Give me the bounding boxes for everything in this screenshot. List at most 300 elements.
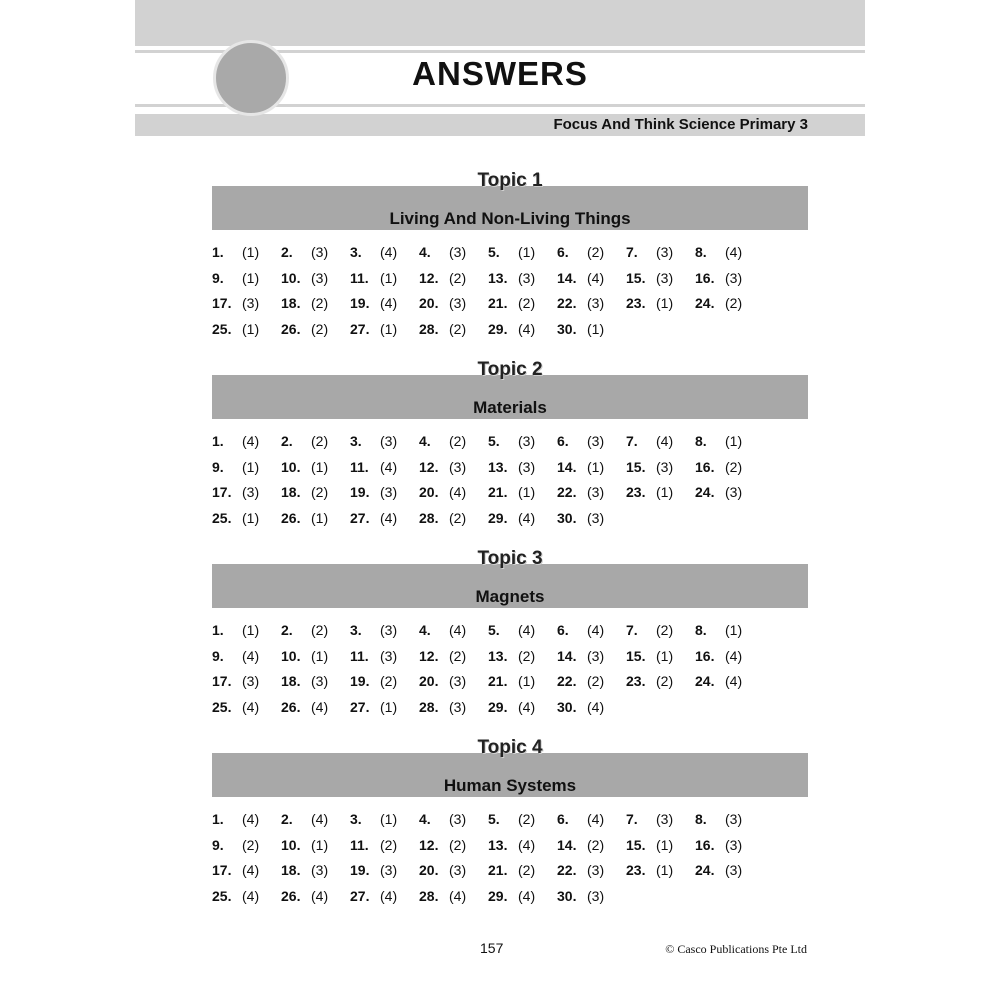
answer-item [557,862,604,878]
answer-item [557,295,604,311]
answer-choice: (4) [656,433,674,449]
answer-item [626,270,673,286]
answer-item [350,811,397,827]
question-number: 19. [350,295,370,311]
answer-choice: (3) [656,458,674,475]
question-number: 15. [626,836,646,853]
question-number: 13. [488,458,508,475]
answer-choice: (1) [587,320,605,337]
answer-item [488,837,535,853]
answer-item [695,811,742,827]
question-number: 12. [419,269,439,286]
answer-choice: (3) [518,269,536,286]
question-number: 24. [695,862,715,878]
answer-item [626,459,673,475]
question-number: 28. [419,887,439,904]
answer-item [557,459,604,475]
answer-item [695,484,742,500]
answer-choice: (3) [656,811,674,827]
question-number: 2. [281,811,293,827]
question-number: 29. [488,887,508,904]
question-number: 26. [281,698,301,715]
answer-row [212,811,808,837]
question-number: 20. [419,862,439,878]
question-number: 9. [212,269,224,286]
answer-choice: (3) [449,698,467,715]
answer-item [488,433,535,449]
topic-band [212,375,808,419]
question-number: 28. [419,509,439,526]
question-number: 5. [488,433,500,449]
question-number: 21. [488,673,508,689]
question-number: 20. [419,295,439,311]
answer-item [419,321,466,337]
question-number: 27. [350,698,370,715]
answer-row [212,622,808,648]
question-number: 11. [350,836,369,853]
answer-choice: (1) [242,458,260,475]
answer-row [212,459,808,485]
answer-item [488,622,535,638]
topic-name: Materials [473,398,547,417]
answer-row [212,888,808,914]
answer-choice: (3) [242,295,260,311]
answer-grid [212,433,808,535]
answer-item [419,837,466,853]
topic-band [212,753,808,797]
question-number: 5. [488,811,500,827]
answer-choice: (1) [656,862,674,878]
question-number: 13. [488,647,508,664]
answer-choice: (1) [311,836,329,853]
answer-choice: (4) [380,887,398,904]
answer-item [419,433,466,449]
question-number: 3. [350,622,362,638]
answer-choice: (1) [242,509,260,526]
answer-choice: (3) [725,269,743,286]
question-number: 17. [212,673,232,689]
question-number: 17. [212,484,232,500]
answer-choice: (1) [380,698,398,715]
question-number: 3. [350,433,362,449]
question-number: 6. [557,433,569,449]
question-number: 1. [212,622,224,638]
topic-section-4 [212,737,808,913]
question-number: 3. [350,811,362,827]
question-number: 21. [488,484,508,500]
topic-name: Living And Non-Living Things [389,209,631,228]
answer-item [626,622,673,638]
answer-item [557,510,604,526]
answer-item [350,295,397,311]
question-number: 9. [212,458,224,475]
question-number: 8. [695,622,707,638]
answer-choice: (4) [311,811,329,827]
answer-choice: (2) [311,484,329,500]
answer-item [281,484,328,500]
answer-choice: (1) [242,244,260,260]
answer-row [212,673,808,699]
answer-choice: (3) [725,836,743,853]
answer-choice: (2) [449,433,467,449]
answer-choice: (4) [518,320,536,337]
question-number: 7. [626,622,638,638]
answer-choice: (2) [725,295,743,311]
answer-item [488,862,535,878]
answer-item [212,244,259,260]
answer-item [419,510,466,526]
question-number: 3. [350,244,362,260]
question-number: 26. [281,887,301,904]
answer-choice: (1) [518,673,536,689]
answer-item [557,648,604,664]
answer-item [419,811,466,827]
answer-item [488,295,535,311]
answer-item [557,673,604,689]
answer-choice: (3) [242,673,260,689]
answer-item [488,244,535,260]
answer-item [350,699,397,715]
answer-item [488,321,535,337]
answer-choice: (4) [311,698,329,715]
answer-choice: (4) [242,647,260,664]
answer-choice: (2) [311,433,329,449]
answer-choice: (3) [311,673,329,689]
answer-choice: (3) [518,433,536,449]
answer-item [488,459,535,475]
question-number: 25. [212,698,232,715]
question-number: 20. [419,673,439,689]
answer-choice: (3) [449,811,467,827]
answer-choice: (3) [380,647,398,664]
answer-item [350,321,397,337]
answer-item [695,622,742,638]
answer-row [212,862,808,888]
question-number: 11. [350,269,369,286]
answer-choice: (3) [587,295,605,311]
answer-item [212,484,259,500]
question-number: 6. [557,622,569,638]
answer-choice: (3) [587,647,605,664]
answer-choice: (4) [587,811,605,827]
answer-item [488,888,535,904]
answer-item [626,673,673,689]
answer-item [350,510,397,526]
answer-item [281,295,328,311]
answer-choice: (1) [311,458,329,475]
answer-row [212,510,808,536]
question-number: 8. [695,433,707,449]
answer-item [419,862,466,878]
answer-choice: (3) [725,811,743,827]
answer-choice: (2) [656,622,674,638]
answer-item [419,244,466,260]
question-number: 1. [212,811,224,827]
answer-row [212,321,808,347]
answer-item [557,484,604,500]
question-number: 7. [626,811,638,827]
answer-item [419,648,466,664]
answer-choice: (2) [725,458,743,475]
answer-choice: (3) [587,862,605,878]
answer-item [281,888,328,904]
answer-row [212,433,808,459]
answer-choice: (3) [587,887,605,904]
answer-choice: (4) [242,811,260,827]
answer-choice: (2) [380,673,398,689]
answer-item [626,811,673,827]
answer-choice: (4) [518,836,536,853]
question-number: 6. [557,811,569,827]
answer-choice: (4) [380,509,398,526]
question-number: 18. [281,295,301,311]
topic-name: Human Systems [443,776,577,795]
question-number: 10. [281,647,301,664]
answer-choice: (2) [449,647,467,664]
answer-choice: (4) [518,887,536,904]
question-number: 7. [626,244,638,260]
answer-item [350,862,397,878]
answer-choice: (3) [449,295,467,311]
answer-item [419,459,466,475]
answer-choice: (3) [380,484,398,500]
question-number: 8. [695,811,707,827]
question-number: 21. [488,295,508,311]
answer-choice: (3) [656,269,674,286]
question-number: 14. [557,269,577,286]
answer-choice: (3) [380,622,398,638]
answer-item [626,244,673,260]
question-number: 19. [350,673,370,689]
answer-choice: (4) [380,295,398,311]
question-number: 29. [488,320,508,337]
answer-row [212,244,808,270]
page-number: 157 [480,940,504,956]
answer-item [488,699,535,715]
question-number: 8. [695,244,707,260]
question-number: 30. [557,887,577,904]
answer-item [212,837,259,853]
question-number: 18. [281,862,301,878]
answer-choice: (1) [656,836,674,853]
question-number: 18. [281,484,301,500]
question-number: 22. [557,673,577,689]
answer-choice: (4) [518,509,536,526]
answer-choice: (3) [311,269,329,286]
answer-choice: (4) [587,698,605,715]
answer-choice: (3) [587,509,605,526]
question-number: 20. [419,484,439,500]
answer-choice: (4) [242,698,260,715]
question-number: 24. [695,484,715,500]
topic-section-1 [212,170,808,346]
answer-item [695,244,742,260]
answer-item [557,244,604,260]
answer-item [626,837,673,853]
answer-item [695,837,742,853]
question-number: 1. [212,433,224,449]
question-number: 2. [281,244,293,260]
question-number: 9. [212,647,224,664]
answer-item [350,270,397,286]
answer-choice: (4) [380,244,398,260]
answer-item [281,270,328,286]
question-number: 5. [488,244,500,260]
answer-choice: (4) [242,433,260,449]
answer-item [212,673,259,689]
answer-item [281,433,328,449]
question-number: 25. [212,320,232,337]
answer-item [695,648,742,664]
answer-item [212,433,259,449]
answer-choice: (1) [725,433,743,449]
header-top-band [135,0,865,46]
answer-row [212,837,808,863]
answer-choice: (4) [518,698,536,715]
question-number: 22. [557,484,577,500]
answer-item [281,622,328,638]
question-number: 18. [281,673,301,689]
answer-item [557,837,604,853]
topic-name: Magnets [475,587,545,606]
answer-item [557,433,604,449]
answer-choice: (1) [725,622,743,638]
page-title: ANSWERS [412,55,588,92]
question-number: 27. [350,320,370,337]
question-number: 28. [419,698,439,715]
topic-label: Topic 1 [477,170,543,191]
answer-choice: (1) [656,295,674,311]
answer-choice: (2) [587,673,605,689]
answer-item [419,888,466,904]
answer-item [695,295,742,311]
question-number: 10. [281,836,301,853]
answer-row [212,648,808,674]
answer-item [350,433,397,449]
answer-item [212,295,259,311]
question-number: 11. [350,458,369,475]
answer-item [488,270,535,286]
answer-choice: (3) [518,458,536,475]
question-number: 22. [557,862,577,878]
answer-item [281,811,328,827]
answer-item [350,648,397,664]
answer-item [419,622,466,638]
answer-choice: (3) [449,244,467,260]
question-number: 27. [350,887,370,904]
answer-item [626,433,673,449]
question-number: 10. [281,269,301,286]
answer-choice: (1) [656,647,674,664]
answer-grid [212,244,808,346]
answer-choice: (3) [725,862,743,878]
answer-item [557,699,604,715]
topic-section-2 [212,359,808,535]
answer-choice: (4) [242,887,260,904]
answer-choice: (1) [518,484,536,500]
question-number: 5. [488,622,500,638]
answer-item [488,673,535,689]
answer-choice: (1) [242,320,260,337]
answer-choice: (1) [242,622,260,638]
answer-item [350,888,397,904]
question-number: 25. [212,887,232,904]
answer-item [281,244,328,260]
answer-item [281,321,328,337]
question-number: 28. [419,320,439,337]
answer-item [419,673,466,689]
answer-item [281,862,328,878]
question-number: 13. [488,269,508,286]
answer-choice: (2) [449,269,467,286]
question-number: 19. [350,862,370,878]
answer-item [281,837,328,853]
question-number: 30. [557,698,577,715]
question-number: 30. [557,320,577,337]
answer-item [557,622,604,638]
question-number: 1. [212,244,224,260]
answer-item [350,244,397,260]
answer-choice: (3) [380,433,398,449]
answer-item [626,862,673,878]
answer-item [212,321,259,337]
answer-choice: (4) [725,244,743,260]
answer-choice: (2) [656,673,674,689]
question-number: 12. [419,836,439,853]
question-number: 12. [419,458,439,475]
answer-item [281,648,328,664]
page-subtitle: Focus And Think Science Primary 3 [553,116,808,133]
question-number: 16. [695,458,715,475]
header-circle-decoration [213,40,289,116]
answer-choice: (3) [311,244,329,260]
answer-choice: (2) [311,320,329,337]
answer-choice: (2) [449,836,467,853]
answer-choice: (1) [311,647,329,664]
answer-item [212,699,259,715]
copyright-notice: © Casco Publications Pte Ltd [665,942,807,956]
answer-choice: (1) [380,811,398,827]
answer-choice: (2) [242,836,260,853]
answer-item [419,484,466,500]
question-number: 27. [350,509,370,526]
answer-choice: (1) [242,269,260,286]
answer-choice: (4) [725,673,743,689]
answer-item [557,321,604,337]
answer-item [488,484,535,500]
answer-choice: (2) [449,509,467,526]
answer-item [488,648,535,664]
answer-item [212,648,259,664]
answer-item [212,862,259,878]
answer-choice: (4) [449,622,467,638]
answer-item [488,510,535,526]
answer-item [557,811,604,827]
answer-choice: (2) [380,836,398,853]
answer-choice: (3) [656,244,674,260]
question-number: 12. [419,647,439,664]
question-number: 19. [350,484,370,500]
question-number: 6. [557,244,569,260]
question-number: 24. [695,295,715,311]
question-number: 16. [695,836,715,853]
answer-choice: (2) [518,295,536,311]
answer-choice: (1) [311,509,329,526]
answer-grid [212,622,808,724]
answer-item [419,295,466,311]
answer-item [281,510,328,526]
answer-item [350,484,397,500]
